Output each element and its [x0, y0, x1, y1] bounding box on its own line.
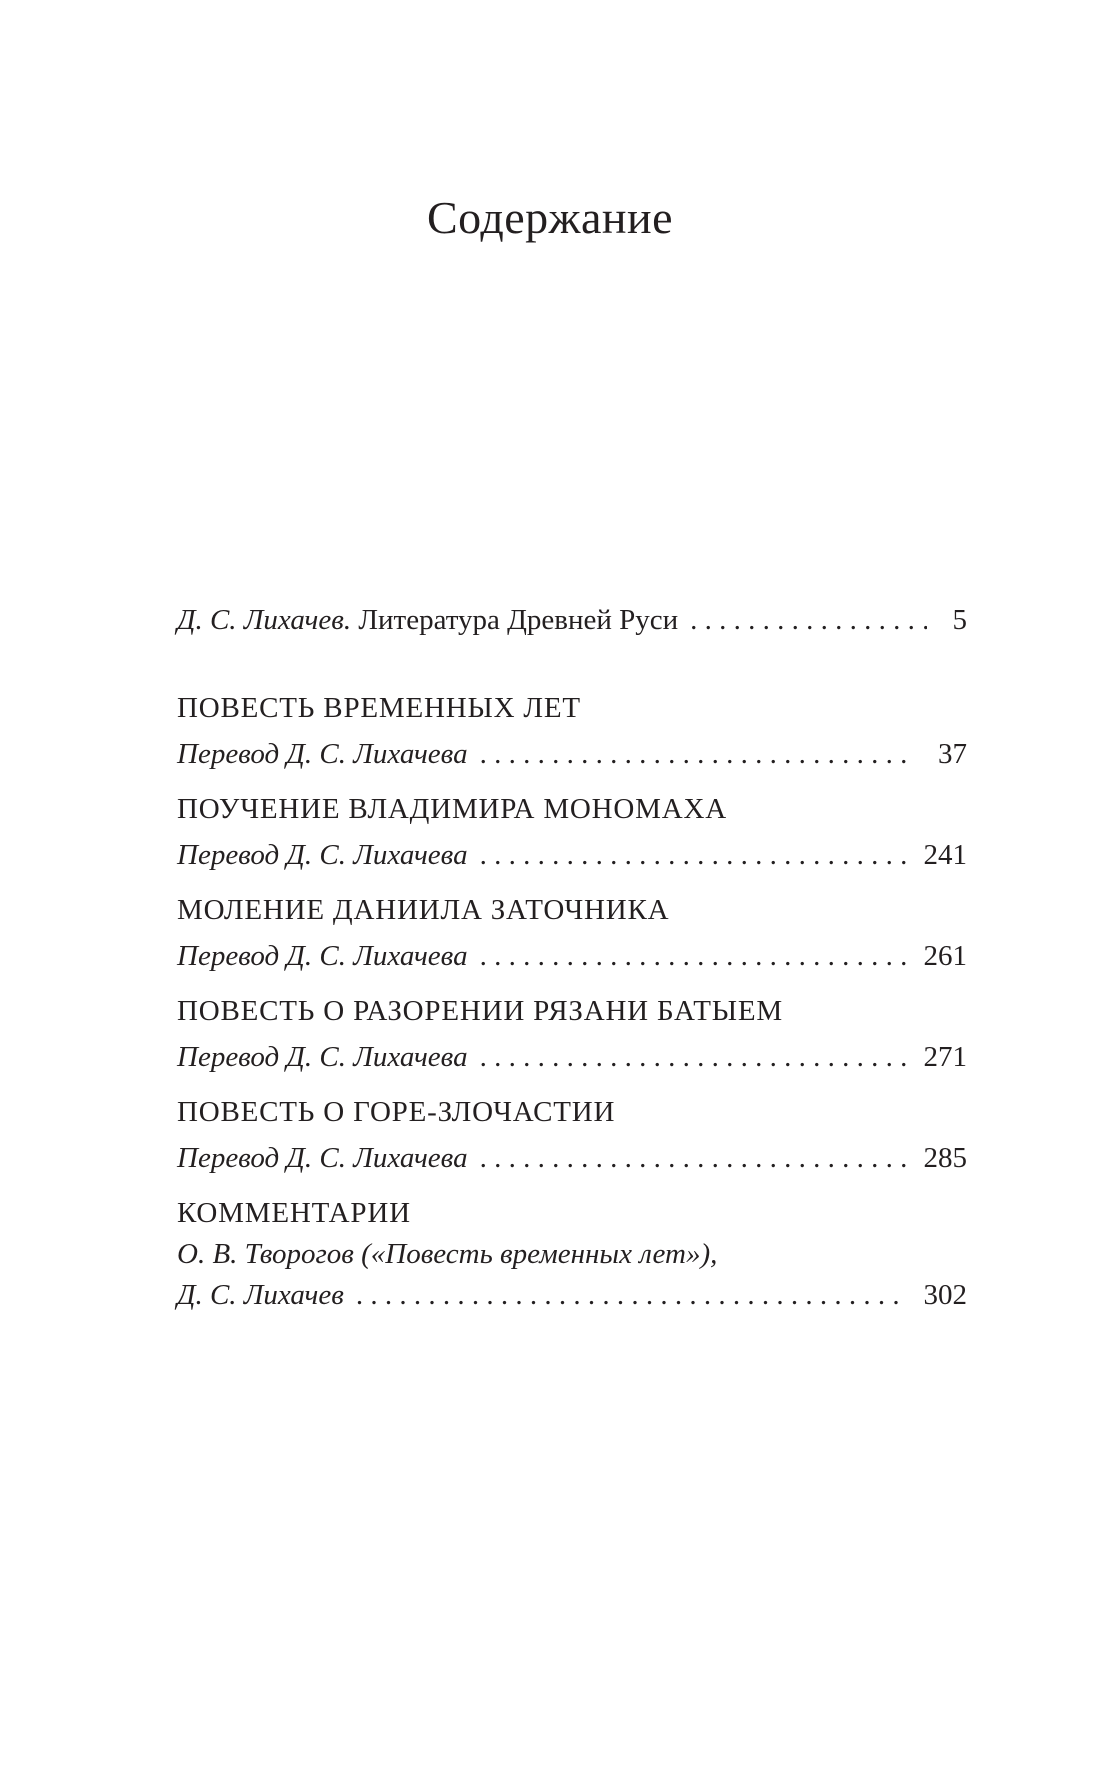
dot-leader: [468, 1034, 907, 1080]
entry-author: Д. С. Лихачев: [177, 1279, 344, 1311]
entry-translator: Перевод Д. С. Лихачева: [177, 940, 468, 972]
toc-entry: [177, 933, 967, 979]
toc-section: [177, 988, 967, 1080]
section-heading: КОММЕНТАРИИ: [177, 1197, 411, 1229]
toc-intro: [177, 597, 967, 643]
page-number: 271: [923, 1041, 967, 1073]
dot-leader: [468, 731, 907, 777]
page-number: 241: [923, 839, 967, 871]
page-title: Содержание: [426, 192, 674, 243]
entry-translator: Перевод Д. С. Лихачева: [177, 1142, 468, 1174]
page-number: 285: [923, 1142, 967, 1174]
dot-leader: [468, 1135, 907, 1181]
page-number: 302: [923, 1279, 967, 1311]
dot-leader: [678, 597, 927, 643]
entry-translator: Перевод Д. С. Лихачева: [177, 738, 468, 770]
entry-title: Литература Древней Руси: [358, 604, 679, 636]
toc-section: [177, 1089, 967, 1181]
section-heading: ПОВЕСТЬ О РАЗОРЕНИИ РЯЗАНИ БАТЫЕМ: [177, 995, 783, 1027]
page-number: 37: [938, 738, 967, 770]
toc-entry: [177, 1135, 967, 1181]
toc-section: [177, 685, 967, 777]
entry-author: Д. С. Лихачев.: [177, 604, 352, 636]
toc-section: [177, 786, 967, 878]
comments-authors-line: О. В. Творогов («Повесть временных лет»),: [177, 1238, 718, 1270]
page-number: 5: [952, 604, 967, 636]
dot-leader: [468, 832, 907, 878]
entry-translator: Перевод Д. С. Лихачева: [177, 1041, 468, 1073]
toc-section: [177, 887, 967, 979]
toc-entry: [177, 1272, 967, 1318]
dot-leader: [468, 933, 907, 979]
toc-entry: [177, 731, 967, 777]
entry-translator: Перевод Д. С. Лихачева: [177, 839, 468, 871]
section-heading: ПОУЧЕНИЕ ВЛАДИМИРА МОНОМАХА: [177, 793, 727, 825]
toc-comments: [177, 1190, 967, 1318]
section-heading: ПОВЕСТЬ О ГОРЕ-ЗЛОЧАСТИИ: [177, 1096, 616, 1128]
page-number: 261: [923, 940, 967, 972]
dot-leader: [344, 1272, 907, 1318]
toc-entry: [177, 597, 967, 643]
section-heading: ПОВЕСТЬ ВРЕМЕННЫХ ЛЕТ: [177, 692, 581, 724]
toc-entry: [177, 832, 967, 878]
toc-entry: [177, 1034, 967, 1080]
section-heading: МОЛЕНИЕ ДАНИИЛА ЗАТОЧНИКА: [177, 894, 670, 926]
